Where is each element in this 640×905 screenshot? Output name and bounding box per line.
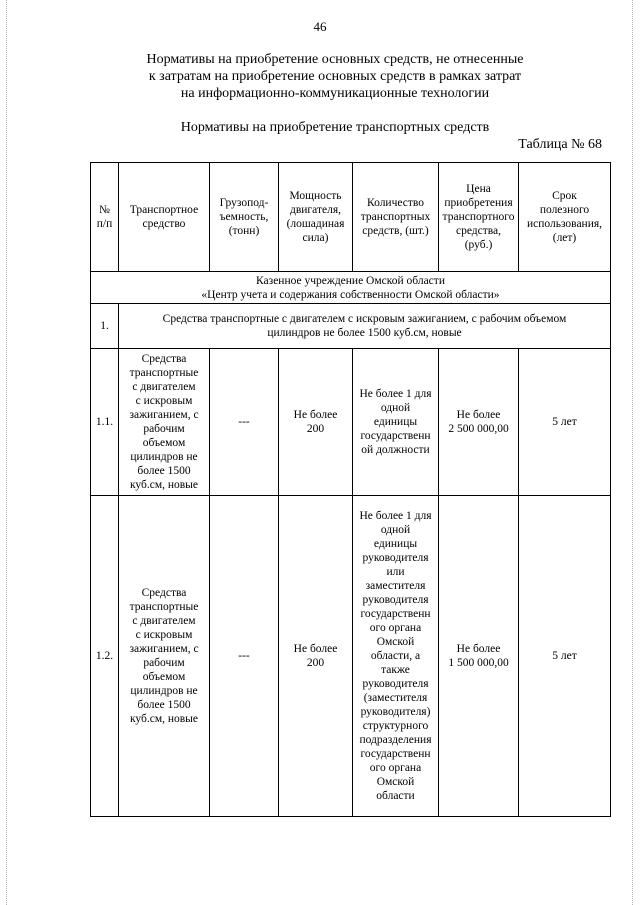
table-header-row (91, 163, 611, 272)
heading-line: к затратам на приобретение основных средств в рамках затрат (148, 69, 522, 84)
section-subheading: Нормативы на приобретение транспортных средств (180, 120, 490, 135)
header-num: № п/п (91, 163, 119, 272)
scan-edge-right (632, 0, 634, 905)
power-value: Не более 200 (279, 349, 353, 496)
header-price: Цена приобретения транспортного средства, (руб.) (439, 163, 519, 272)
organization-name: Казенное учреждение Омской области «Центр учета и содержания собственности Омской области» (91, 272, 611, 304)
capacity-value: --- (210, 349, 279, 496)
quantity-value: Не более 1 для одной единицы государственн ой должности (353, 349, 439, 496)
price-value: Не более 1 500 000,00 (439, 496, 519, 817)
quantity-value: Не более 1 для одной единицы руководителя или заместителя руководителя государственн ого органа Омской области, а также руководителя (заместителя руководителя) структурного подразделения государственн ого органа Омской области (353, 496, 439, 817)
term-value: 5 лет (519, 496, 611, 817)
group-description: Средства транспортные с двигателем с искровым зажиганием, с рабочим объемом цилиндров не более 1500 куб.см, новые (119, 304, 611, 349)
heading-line: Нормативы на приобретение основных средств, не отнесенные (146, 52, 524, 67)
term-value: 5 лет (519, 349, 611, 496)
header-quantity: Количество транспортных средств, (шт.) (353, 163, 439, 272)
heading-line: на информационно-коммуникационные технологии (180, 86, 490, 101)
vehicle-description: Средства транспортные с двигателем с искровым зажиганием, с рабочим объемом цилиндров не более 1500 куб.см, новые (119, 496, 210, 817)
page-number: 46 (313, 19, 327, 34)
row-number: 1.2. (91, 496, 119, 817)
header-vehicle: Транспортное средство (119, 163, 210, 272)
document-heading (120, 51, 550, 102)
header-capacity: Грузопод- ъемность, (тонн) (210, 163, 279, 272)
header-power: Мощность двигателя, (лошадиная сила) (279, 163, 353, 272)
table-row (91, 349, 611, 496)
price-value: Не более 2 500 000,00 (439, 349, 519, 496)
row-number: 1.1. (91, 349, 119, 496)
vehicle-norms-table (90, 162, 611, 817)
group-row (91, 304, 611, 349)
vehicle-description: Средства транспортные с двигателем с искровым зажиганием, с рабочим объемом цилиндров не более 1500 куб.см, новые (119, 349, 210, 496)
scan-edge-left (6, 0, 8, 905)
header-term: Срок полезного использования, (лет) (519, 163, 611, 272)
table-row (91, 496, 611, 817)
group-number: 1. (91, 304, 119, 349)
organization-row (91, 272, 611, 304)
capacity-value: --- (210, 496, 279, 817)
table-number-label: Таблица № 68 (518, 137, 602, 152)
power-value: Не более 200 (279, 496, 353, 817)
